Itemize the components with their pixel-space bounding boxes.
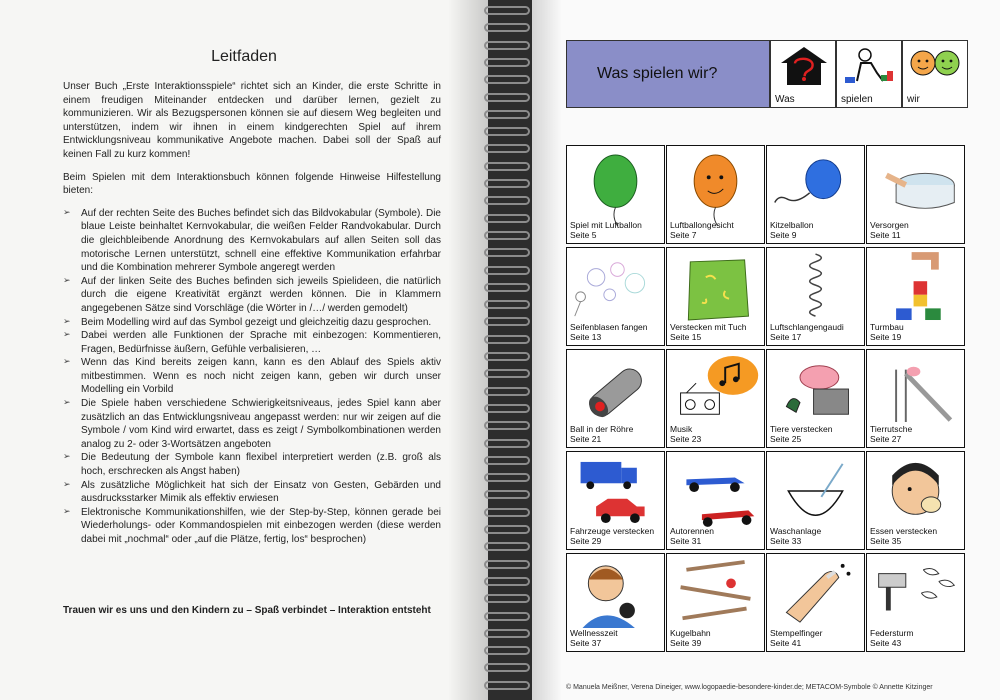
symbol-was[interactable]: [770, 40, 836, 108]
tile-caption: [670, 526, 714, 546]
spiral-binding: [478, 0, 538, 700]
game-tile-18[interactable]: [666, 553, 765, 652]
slide-icon: [867, 350, 964, 430]
tile-title: Waschanlage: [770, 526, 822, 536]
list-item: ➢ Die Bedeutung der Symbole kann flexibel interpretiert werden (z.B. groß als hoch, erschrecken als Angst haben): [63, 451, 441, 478]
binding-ring: [484, 162, 530, 171]
tile-title: Essen verstecken: [870, 526, 938, 536]
game-tile-17[interactable]: [566, 553, 665, 652]
symbol-label: spielen: [841, 94, 873, 105]
tile-page: Seite 39: [670, 638, 702, 648]
tile-caption: [570, 322, 648, 342]
tile-caption: [570, 628, 618, 648]
blue-balloon-icon: [767, 146, 864, 226]
binding-ring: [484, 629, 530, 638]
tile-title: Federsturm: [870, 628, 914, 638]
binding-ring: [484, 525, 530, 534]
copyright-footer: © Manuela Meißner, Verena Dineiger, www.logopaedie-besondere-kinder.de; METACOM-Symbole © Annette Kitzinger: [566, 684, 933, 691]
game-tile-11[interactable]: [766, 349, 865, 448]
binding-ring: [484, 490, 530, 499]
tile-caption: [870, 220, 909, 240]
binding-ring: [484, 144, 530, 153]
game-tile-4[interactable]: [866, 145, 965, 244]
binding-ring: [484, 179, 530, 188]
core-vocabulary-bar[interactable]: [566, 40, 770, 108]
game-tile-5[interactable]: [566, 247, 665, 346]
binding-ring: [484, 663, 530, 672]
tile-page: Seite 19: [870, 332, 902, 342]
tile-caption: [670, 628, 711, 648]
tile-title: Autorennen: [670, 526, 714, 536]
tile-caption: [670, 424, 701, 444]
binding-ring: [484, 612, 530, 621]
tile-page: Seite 25: [770, 434, 802, 444]
binding-ring: [484, 387, 530, 396]
binding-ring: [484, 646, 530, 655]
binding-ring: [484, 681, 530, 690]
streamer-icon: [767, 248, 864, 328]
tile-title: Kugelbahn: [670, 628, 711, 638]
closing-line: Trauen wir es uns und den Kindern zu – Spaß verbindet – Interaktion entsteht: [63, 605, 431, 616]
game-tile-8[interactable]: [866, 247, 965, 346]
hint-list: [63, 207, 441, 547]
binding-ring: [484, 266, 530, 275]
playing-icon: [837, 41, 903, 93]
binding-ring: [484, 231, 530, 240]
binding-ring: [484, 560, 530, 569]
tile-caption: [670, 220, 734, 240]
tile-page: Seite 21: [570, 434, 602, 444]
binding-ring: [484, 248, 530, 257]
binding-ring: [484, 352, 530, 361]
binding-ring: [484, 542, 530, 551]
list-item: ➢ Die Spiele haben verschiedene Schwierigkeitsniveaus, jedes Spiel kann aber zusätzlich an das Entwicklungsniveau angepasst werden: nur wir zeigen auf die Symbole / vom Kind wird erwartet, dass es zeigt / Symbolkombinationen werden analog zu 2- oder 3-Wortsätzen angeboten: [63, 397, 441, 451]
marble-run-icon: [667, 554, 764, 634]
tile-title: Tiere verstecken: [770, 424, 833, 434]
child-eating-icon: [867, 452, 964, 532]
tile-title: Versorgen: [870, 220, 909, 230]
stamp-finger-icon: [767, 554, 864, 634]
tile-page: Seite 41: [770, 638, 802, 648]
tile-page: Seite 37: [570, 638, 602, 648]
music-radio-icon: [667, 350, 764, 430]
tile-title: Tierrutsche: [870, 424, 913, 434]
tile-page: Seite 33: [770, 536, 802, 546]
cloth-icon: [667, 248, 764, 328]
binding-ring: [484, 508, 530, 517]
tile-title: Spiel mit Luftballon: [570, 220, 642, 230]
game-tile-14[interactable]: [666, 451, 765, 550]
symbol-wir[interactable]: [902, 40, 968, 108]
tile-page: Seite 31: [670, 536, 702, 546]
binding-ring: [484, 456, 530, 465]
binding-ring: [484, 317, 530, 326]
game-tile-3[interactable]: [766, 145, 865, 244]
tile-caption: [770, 220, 813, 240]
game-tile-10[interactable]: [666, 349, 765, 448]
tile-title: Stempelfinger: [770, 628, 823, 638]
binding-ring: [484, 75, 530, 84]
tile-caption: [570, 220, 642, 240]
game-tile-2[interactable]: [666, 145, 765, 244]
binding-ring: [484, 127, 530, 136]
tile-title: Luftschlangengaudi: [770, 322, 844, 332]
binding-ring: [484, 93, 530, 102]
tube-ball-icon: [567, 350, 664, 430]
tile-page: Seite 5: [570, 230, 597, 240]
race-cars-icon: [667, 452, 764, 532]
lead-paragraph: Beim Spielen mit dem Interaktionsbuch können folgende Hinweise Hilfestellung bieten:: [63, 171, 441, 197]
green-balloon-icon: [567, 146, 664, 226]
two-faces-icon: [903, 41, 969, 93]
block-tower-icon: [867, 248, 964, 328]
tile-page: Seite 27: [870, 434, 902, 444]
binding-ring: [484, 421, 530, 430]
balloon-face-icon: [667, 146, 764, 226]
binding-ring: [484, 594, 530, 603]
list-item: ➢ Als zusätzliche Möglichkeit hat sich der Einsatz von Gesten, Gebärden und ausdrucksstarker Mimik als effektiv erwiesen: [63, 479, 441, 506]
binding-ring: [484, 439, 530, 448]
guide-text: [63, 80, 441, 547]
tile-page: Seite 17: [770, 332, 802, 342]
binding-ring: [484, 369, 530, 378]
tile-page: Seite 9: [770, 230, 797, 240]
game-tile-15[interactable]: [766, 451, 865, 550]
binding-ring: [484, 283, 530, 292]
left-page: [0, 0, 488, 700]
header-label: Was spielen wir?: [597, 65, 718, 82]
tile-title: Turmbau: [870, 322, 904, 332]
binding-ring: [484, 300, 530, 309]
tile-title: Ball in der Röhre: [570, 424, 634, 434]
animals-icon: [767, 350, 864, 430]
game-tile-20[interactable]: [866, 553, 965, 652]
binding-ring: [484, 196, 530, 205]
list-item: ➢ Dabei werden alle Funktionen der Sprache mit einbezogen: Kommentieren, Fragen, Bedürfnisse äußern, Gefühle verbalisieren, …: [63, 329, 441, 356]
tile-caption: [570, 526, 654, 546]
page-title: Leitfaden: [211, 48, 277, 65]
tile-title: Fahrzeuge verstecken: [570, 526, 655, 536]
binding-ring: [484, 335, 530, 344]
game-tile-1[interactable]: [566, 145, 665, 244]
tile-title: Wellnesszeit: [570, 628, 618, 638]
symbol-label: wir: [907, 94, 920, 105]
tile-page: Seite 29: [570, 536, 602, 546]
tile-page: Seite 7: [670, 230, 697, 240]
tile-caption: [870, 322, 904, 342]
list-item: ➢ Wenn das Kind bereits zeigen kann, kann es den Ablauf des Spiels aktiv mitbestimmen. Wenn es noch nicht zeigen kann, geben wir durch unser Modelling ein Vorbild: [63, 356, 441, 397]
tile-title: Kitzelballon: [770, 220, 814, 230]
child-massage-icon: [567, 554, 664, 634]
game-tile-13[interactable]: [566, 451, 665, 550]
binding-ring: [484, 577, 530, 586]
list-item: ➢ Auf der rechten Seite des Buches befindet sich das Bildvokabular (Symbole). Die blaue Leiste beinhaltet Kernvokabular, die weißen Felder Randvokabular. Durch die gleichbleibende Anordnung des Kernvokabulars auf allen Seiten soll das motorische Lernen unterstützt, schnell eine effektive Kommunikation erfahrbar und die Kombination mehrerer Symbole angeregt werden: [63, 207, 441, 275]
game-tile-12[interactable]: [866, 349, 965, 448]
tile-caption: [670, 322, 747, 342]
binding-ring: [484, 473, 530, 482]
binding-ring: [484, 404, 530, 413]
binding-ring: [484, 6, 530, 15]
symbol-spielen[interactable]: [836, 40, 902, 108]
binding-ring: [484, 214, 530, 223]
tile-page: Seite 35: [870, 536, 902, 546]
tile-page: Seite 15: [670, 332, 702, 342]
list-item: ➢ Beim Modelling wird auf das Symbol gezeigt und gleichzeitig dazu gesprochen.: [63, 316, 441, 330]
game-tile-19[interactable]: [766, 553, 865, 652]
question-house-icon: [771, 41, 837, 93]
game-tile-7[interactable]: [766, 247, 865, 346]
tile-caption: [870, 424, 912, 444]
tile-title: Musik: [670, 424, 693, 434]
tile-caption: [770, 322, 844, 342]
vehicles-icon: [567, 452, 664, 532]
intro-paragraph: Unser Buch „Erste Interaktionsspiele“ richtet sich an Kinder, die erste Schritte in einem freudigen Miteinander entdecken und darüber lernen, gezielt zu kommunizieren. Wir als Bezugspersonen können sie auf diesem Weg begleiten und unterstützen, indem wir ihnen in einem kindgerechten Spiel auf ihrem Entwicklungsniveau kommunikative Angebote machen. Dabei soll der Spaß auf keinen Fall zu kurz kommen!: [63, 81, 441, 160]
hairdryer-feathers-icon: [867, 554, 964, 634]
list-item: ➢ Auf der linken Seite des Buches befinden sich jeweils Spielideen, die natürlich durch die eigene Kreativität ergänzt werden können. Die in Klammern angegebenen Sätze sind Vorschläge (die Wörter in /…/ werden gemodelt): [63, 275, 441, 316]
binding-ring: [484, 58, 530, 67]
tile-caption: [870, 526, 937, 546]
bowl-icon: [767, 452, 864, 532]
game-tile-16[interactable]: [866, 451, 965, 550]
tile-caption: [870, 628, 913, 648]
tile-caption: [770, 628, 822, 648]
game-tile-9[interactable]: [566, 349, 665, 448]
soap-bubbles-icon: [567, 248, 664, 328]
tile-caption: [770, 424, 833, 444]
tile-page: Seite 13: [570, 332, 602, 342]
tile-caption: [770, 526, 821, 546]
game-tile-6[interactable]: [666, 247, 765, 346]
tile-title: Seifenblasen fangen: [570, 322, 648, 332]
binding-ring: [484, 23, 530, 32]
symbol-label: Was: [775, 94, 795, 105]
basin-hand-icon: [867, 146, 964, 226]
tile-caption: [570, 424, 633, 444]
tile-page: Seite 43: [870, 638, 902, 648]
binding-ring: [484, 110, 530, 119]
tile-page: Seite 11: [870, 230, 901, 240]
tile-title: Verstecken mit Tuch: [670, 322, 747, 332]
tile-title: Luftballongesicht: [670, 220, 734, 230]
tile-page: Seite 23: [670, 434, 702, 444]
binding-ring: [484, 41, 530, 50]
list-item: ➢ Elektronische Kommunikationshilfen, wie der Step-by-Step, können gerade bei Wiederholungs- oder Kommandospielen mit einbezogen werden (diese werden dabei mit „nochmal“ oder „auf die Plätze, fertig, los“ besprochen): [63, 506, 441, 547]
